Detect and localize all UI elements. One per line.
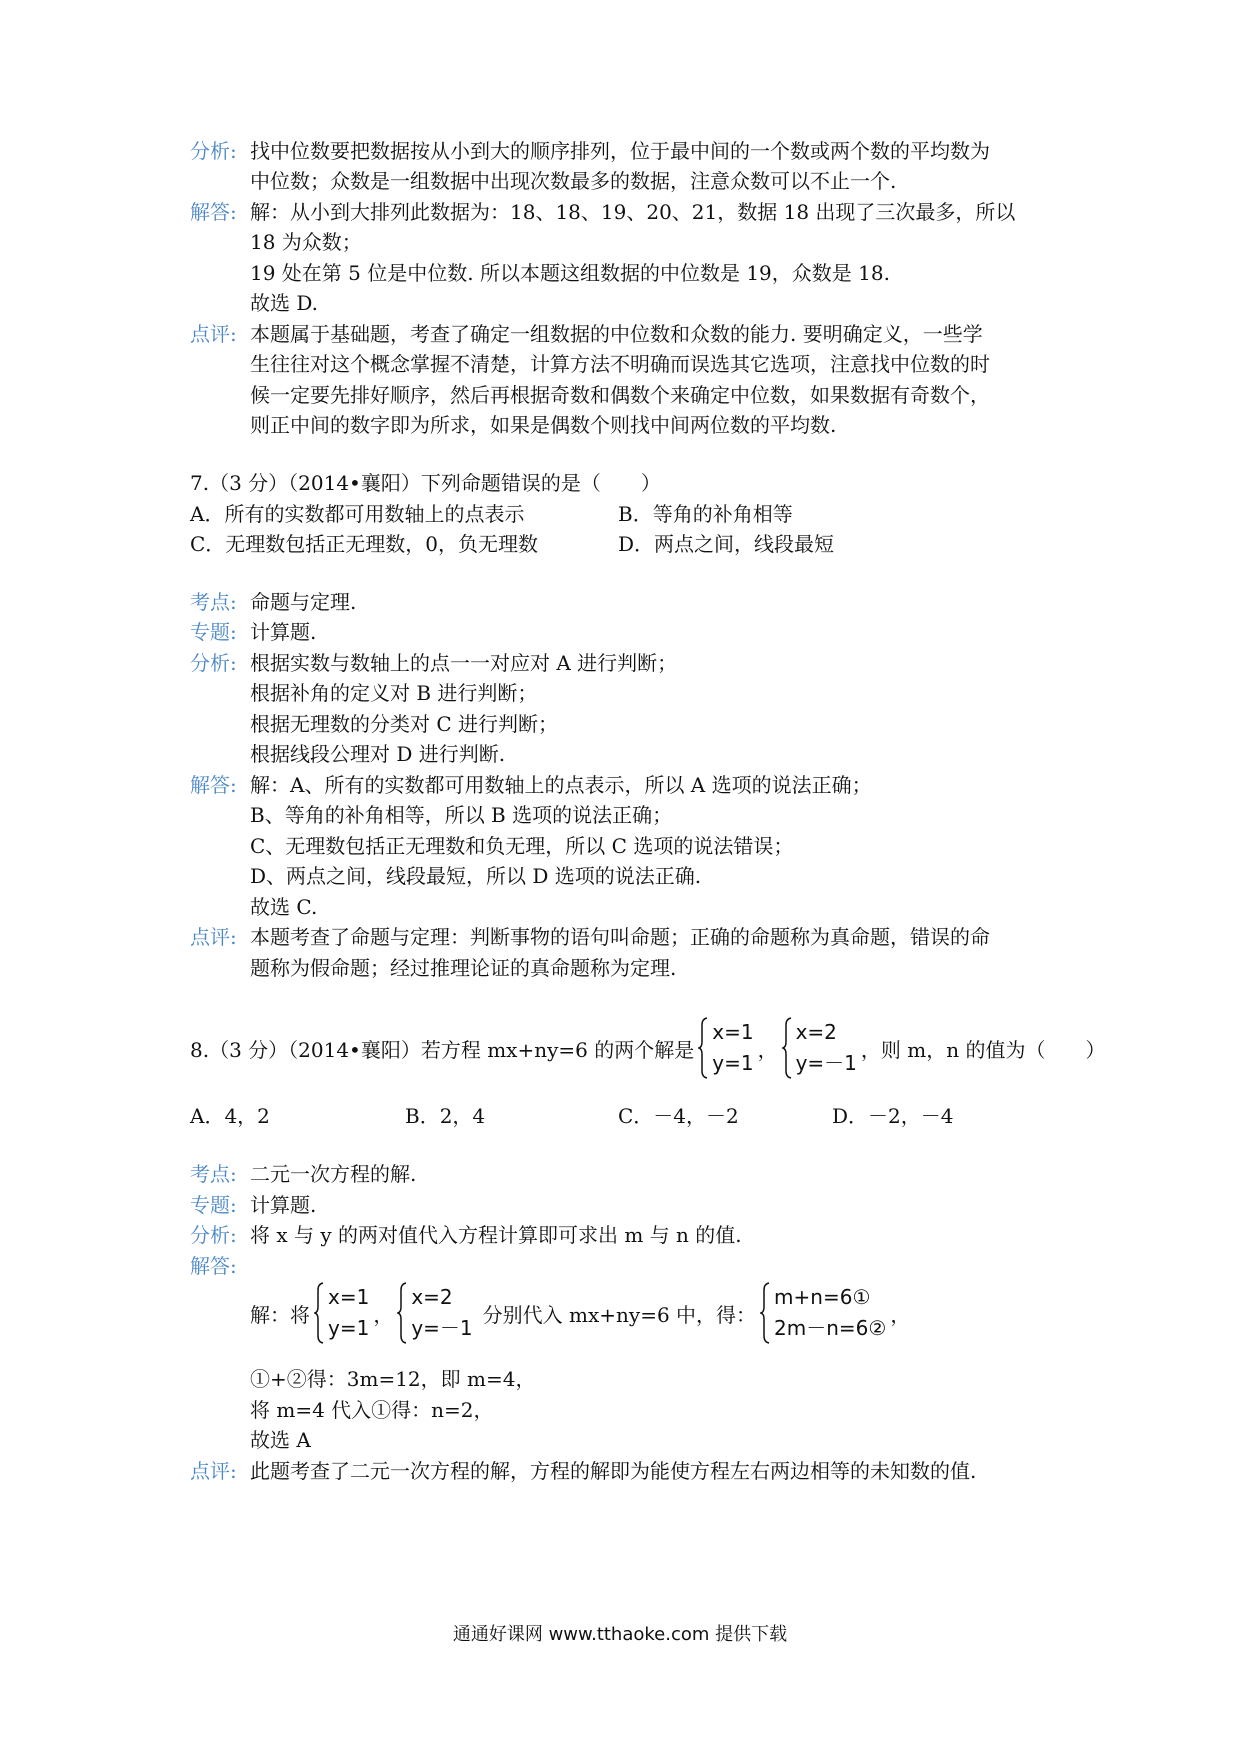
q8-stem: 8.（3 分）（2014•襄阳）若方程 mx+ny=6 的两个解是 x=1 y=1 ， x=2 y=－1 ，则 m，n 的值为（ ） bbox=[190, 1016, 1105, 1080]
q6-comment-text-1: 本题属于基础题，考查了确定一组数据的中位数和众数的能力. 要明确定义，一些学 bbox=[250, 322, 983, 346]
q6-comment-line-3 bbox=[0, 378, 1240, 412]
q6-analysis-text-2: 中位数；众数是一组数据中出现次数最多的数据，注意众数可以不止一个. bbox=[250, 169, 897, 193]
q8-system-1-eq-2: y=1 bbox=[712, 1051, 754, 1075]
q6-comment-text-3: 候一定要先排好顺序，然后再根据奇数和偶数个来确定中位数，如果数据有奇数个， bbox=[250, 383, 990, 407]
q6-comment-line-2 bbox=[0, 347, 1240, 381]
q8-system-1 bbox=[698, 1017, 753, 1079]
q7-topic-line bbox=[0, 615, 1240, 649]
q8-system-2 bbox=[782, 1017, 857, 1079]
q6-answer-line-3 bbox=[0, 256, 1240, 290]
q7-answer-line-4 bbox=[0, 859, 1240, 893]
q8-topic-line bbox=[0, 1188, 1240, 1222]
q8-answer-system-3-eq-1: m+n=6① bbox=[774, 1285, 871, 1309]
q6-answer-line-1 bbox=[0, 195, 1240, 229]
q7-analysis-line-2 bbox=[0, 676, 1240, 710]
brace-icon bbox=[760, 1282, 770, 1344]
q8-answer-system-3 bbox=[760, 1282, 886, 1344]
q8-answer-system-2 bbox=[397, 1282, 472, 1344]
brace-icon bbox=[397, 1282, 407, 1344]
q7-comment-line-1 bbox=[0, 920, 1240, 954]
q7-stem bbox=[0, 466, 1240, 500]
q7-topic-label: 专题: bbox=[190, 620, 237, 644]
q8-analysis-label: 分析: bbox=[190, 1223, 237, 1247]
q8-answer-line-2 bbox=[0, 1362, 1240, 1396]
q8-options-row bbox=[0, 1099, 1240, 1133]
q6-answer-text-3: 19 处在第 5 位是中位数. 所以本题这组数据的中位数是 19，众数是 18. bbox=[250, 261, 890, 285]
q8-analysis-line bbox=[0, 1218, 1240, 1252]
q7-point-text: 命题与定理. bbox=[250, 590, 357, 614]
q7-option-d: D．两点之间，线段最短 bbox=[618, 532, 835, 556]
q7-topic-text: 计算题. bbox=[250, 620, 317, 644]
q8-answer-label-line bbox=[0, 1249, 1240, 1283]
q6-analysis-label: 分析: bbox=[190, 139, 237, 163]
q6-comment-line-1 bbox=[0, 317, 1240, 351]
q8-comment-text: 此题考查了二元一次方程的解，方程的解即为能使方程左右两边相等的未知数的值. bbox=[250, 1459, 977, 1483]
q6-comment-line-4 bbox=[0, 408, 1240, 442]
q6-answer-text-1: 解：从小到大排列此数据为：18、18、19、20、21，数据 18 出现了三次最多，所以 bbox=[250, 200, 1016, 224]
q8-answer-system-2-eq-1: x=2 bbox=[411, 1285, 453, 1309]
q8-answer-system-1-eq-2: y=1 bbox=[328, 1316, 370, 1340]
q7-analysis-label: 分析: bbox=[190, 651, 237, 675]
q8-system-1-eq-1: x=1 bbox=[712, 1020, 754, 1044]
q8-answer-line-4 bbox=[0, 1423, 1240, 1457]
q8-topic-text: 计算题. bbox=[250, 1193, 317, 1217]
q7-analysis-text-4: 根据线段公理对 D 进行判断. bbox=[250, 742, 506, 766]
q7-answer-text-1: 解：A、所有的实数都可用数轴上的点表示，所以 A 选项的说法正确； bbox=[250, 773, 872, 797]
q8-answer-label: 解答: bbox=[190, 1254, 237, 1278]
q8-answer-line-3 bbox=[0, 1393, 1240, 1427]
q7-answer-line-1 bbox=[0, 768, 1240, 802]
q8-stem-after: ，则 m，n 的值为（ ） bbox=[860, 1037, 1106, 1062]
q6-answer-line-2 bbox=[0, 225, 1240, 259]
q8-answer-prefix: 解：将 bbox=[250, 1302, 310, 1327]
q7-answer-line-5 bbox=[0, 890, 1240, 924]
q8-system-2-eq-2: y=－1 bbox=[795, 1051, 857, 1075]
q8-answer-suffix: ， bbox=[890, 1302, 911, 1327]
q8-answer-system-1 bbox=[314, 1282, 369, 1344]
q7-option-a: A．所有的实数都可用数轴上的点表示 bbox=[190, 502, 525, 526]
brace-icon bbox=[314, 1282, 324, 1344]
q8-answer-text-2: ①+②得：3m=12，即 m=4， bbox=[250, 1367, 536, 1391]
q8-stem-before: 8.（3 分）（2014•襄阳）若方程 mx+ny=6 的两个解是 bbox=[190, 1037, 695, 1062]
q8-answer-system-1-eq-1: x=1 bbox=[328, 1285, 370, 1309]
q6-answer-text-2: 18 为众数； bbox=[250, 230, 362, 254]
q7-option-b: B．等角的补角相等 bbox=[618, 502, 793, 526]
page-footer: 通通好课网 www.tthaoke.com 提供下载 bbox=[452, 1624, 788, 1645]
q7-point-line bbox=[0, 585, 1240, 619]
q7-option-c: C．无理数包括正无理数，0，负无理数 bbox=[190, 532, 539, 556]
q8-option-d: D．－2，－4 bbox=[832, 1104, 954, 1128]
q7-answer-text-2: B、等角的补角相等，所以 B 选项的说法正确； bbox=[250, 803, 673, 827]
q6-answer-text-4: 故选 D. bbox=[250, 291, 319, 315]
q7-answer-line-3 bbox=[0, 829, 1240, 863]
q8-answer-mid: 分别代入 mx+ny=6 中，得： bbox=[482, 1302, 757, 1327]
q7-options-row-1 bbox=[0, 497, 1240, 531]
q8-answer-text-4: 故选 A bbox=[250, 1428, 311, 1452]
q8-answer-system-3-eq-2: 2m－n=6② bbox=[774, 1316, 887, 1340]
q7-point-label: 考点: bbox=[190, 590, 237, 614]
q8-point-label: 考点: bbox=[190, 1162, 237, 1186]
q8-system-2-eq-1: x=2 bbox=[795, 1020, 837, 1044]
q6-answer-label: 解答: bbox=[190, 200, 237, 224]
q8-answer-system-2-eq-2: y=－1 bbox=[411, 1316, 473, 1340]
q8-topic-label: 专题: bbox=[190, 1193, 237, 1217]
q7-comment-line-2 bbox=[0, 951, 1240, 985]
brace-icon bbox=[698, 1017, 708, 1079]
q7-comment-text-2: 题称为假命题；经过推理论证的真命题称为定理. bbox=[250, 956, 677, 980]
q8-point-text: 二元一次方程的解. bbox=[250, 1162, 417, 1186]
q7-analysis-text-3: 根据无理数的分类对 C 进行判断； bbox=[250, 712, 559, 736]
q6-answer-line-4 bbox=[0, 286, 1240, 320]
q7-comment-label: 点评: bbox=[190, 925, 237, 949]
q6-analysis-line-2 bbox=[0, 164, 1240, 198]
q7-answer-text-3: C、无理数包括正无理数和负无理，所以 C 选项的说法错误； bbox=[250, 834, 794, 858]
q7-answer-line-2 bbox=[0, 798, 1240, 832]
q6-comment-label: 点评: bbox=[190, 322, 237, 346]
q7-answer-text-5: 故选 C. bbox=[250, 895, 318, 919]
q7-stem-text: 7.（3 分）（2014•襄阳）下列命题错误的是（ ） bbox=[190, 471, 661, 495]
q6-comment-text-2: 生往往对这个概念掌握不清楚，计算方法不明确而误选其它选项，注意找中位数的时 bbox=[250, 352, 990, 376]
brace-icon bbox=[782, 1017, 792, 1079]
q8-point-line bbox=[0, 1157, 1240, 1191]
q7-analysis-line-4 bbox=[0, 737, 1240, 771]
q7-analysis-text-1: 根据实数与数轴上的点一一对应对 A 进行判断； bbox=[250, 651, 678, 675]
q8-option-b: B．2，4 bbox=[405, 1104, 486, 1128]
q8-answer-text-3: 将 m=4 代入①得：n=2， bbox=[250, 1398, 494, 1422]
q7-answer-text-4: D、两点之间，线段最短，所以 D 选项的说法正确. bbox=[250, 864, 702, 888]
q6-analysis-line-1 bbox=[0, 134, 1240, 168]
q7-options-row-2 bbox=[0, 527, 1240, 561]
q8-option-a: A．4，2 bbox=[190, 1104, 270, 1128]
q7-analysis-line-3 bbox=[0, 707, 1240, 741]
q7-answer-label: 解答: bbox=[190, 773, 237, 797]
q7-analysis-line-1 bbox=[0, 646, 1240, 680]
q6-comment-text-4: 则正中间的数字即为所求，如果是偶数个则找中间两位数的平均数. bbox=[250, 413, 837, 437]
q8-option-c: C．－4，－2 bbox=[618, 1104, 739, 1128]
q8-answer-line-1: 解：将 x=1 y=1 ， x=2 y=－1 分别代入 mx+ny=6 中，得： m+n=6① 2m－n=6② ， bbox=[250, 1281, 910, 1345]
q8-analysis-text: 将 x 与 y 的两对值代入方程计算即可求出 m 与 n 的值. bbox=[250, 1223, 742, 1247]
q7-comment-text-1: 本题考查了命题与定理：判断事物的语句叫命题；正确的命题称为真命题，错误的命 bbox=[250, 925, 990, 949]
q7-analysis-text-2: 根据补角的定义对 B 进行判断； bbox=[250, 681, 538, 705]
q8-comment-label: 点评: bbox=[190, 1459, 237, 1483]
q6-analysis-text-1: 找中位数要把数据按从小到大的顺序排列，位于最中间的一个数或两个数的平均数为 bbox=[250, 139, 990, 163]
q8-comment-line bbox=[0, 1454, 1240, 1488]
